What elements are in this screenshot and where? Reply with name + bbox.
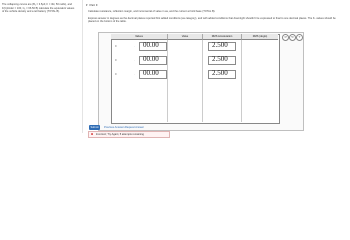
- value-text: 00.00: [143, 69, 159, 77]
- help-button[interactable]: ?: [296, 34, 303, 41]
- feedback-banner: [88, 131, 170, 138]
- undo-button[interactable]: ↺: [282, 34, 289, 41]
- redo-button[interactable]: ↻: [289, 34, 296, 41]
- request-answer-link[interactable]: Request Answer: [125, 126, 144, 129]
- column-divider: [167, 40, 168, 122]
- header-rms-deg: RMS (deg/s): [242, 34, 278, 40]
- value-text: 00.00: [143, 55, 159, 63]
- row-handle[interactable]: ≡: [115, 44, 117, 48]
- row-marker: ·: [134, 58, 135, 62]
- error-icon: ✖: [91, 133, 94, 136]
- submit-button[interactable]: Submit: [90, 126, 99, 129]
- part-label: Part F: [89, 3, 98, 7]
- rms-text: 2.500: [212, 41, 228, 49]
- feedback-text: Incorrect; Try Again; 5 attempts remaining: [95, 133, 144, 136]
- chevron-down-icon: ▾: [86, 3, 88, 7]
- part-header[interactable]: [86, 3, 98, 7]
- row-handle[interactable]: ≡: [115, 58, 117, 62]
- column-divider: [202, 40, 203, 122]
- rms-text: 2.500: [212, 69, 228, 77]
- problem-statement: The collapsing curves are (B₁ = 3.5μF, F = 3Ω, 50 rad/s), and F(Cylinder = 100, C₁ = 66.50 B) calculate the equivalent values of the vehicle density and a tell battery (TOTAL B).: [2, 3, 75, 14]
- value-text: 00.00: [143, 41, 159, 49]
- column-divider: [241, 40, 242, 122]
- header-rms-acceleration: RMS Acceleration: [203, 34, 242, 40]
- row-handle[interactable]: ≡: [115, 72, 117, 76]
- instruction-text: Calculate resistance, reflection margin, and incremental of value in as, and the current at hold base (TOTAL B).: [88, 10, 216, 13]
- row-marker: ·: [134, 72, 135, 76]
- previous-answers-link[interactable]: Previous Answers: [104, 126, 125, 129]
- rms-text: 2.500: [212, 55, 228, 63]
- row-marker: ·: [134, 44, 135, 48]
- instruction-text-2: Express answer in degrees as the decimal places reported first added conditions (as category), and with added conditions that downright shouldn't be expressed to final to one decimal places. The K- values should be placed on the bottom of the table.: [88, 17, 336, 24]
- sidebar-divider: [82, 0, 83, 133]
- header-values: Values: [111, 34, 168, 40]
- answer-grid: [111, 34, 280, 124]
- header-value: Value: [168, 34, 203, 40]
